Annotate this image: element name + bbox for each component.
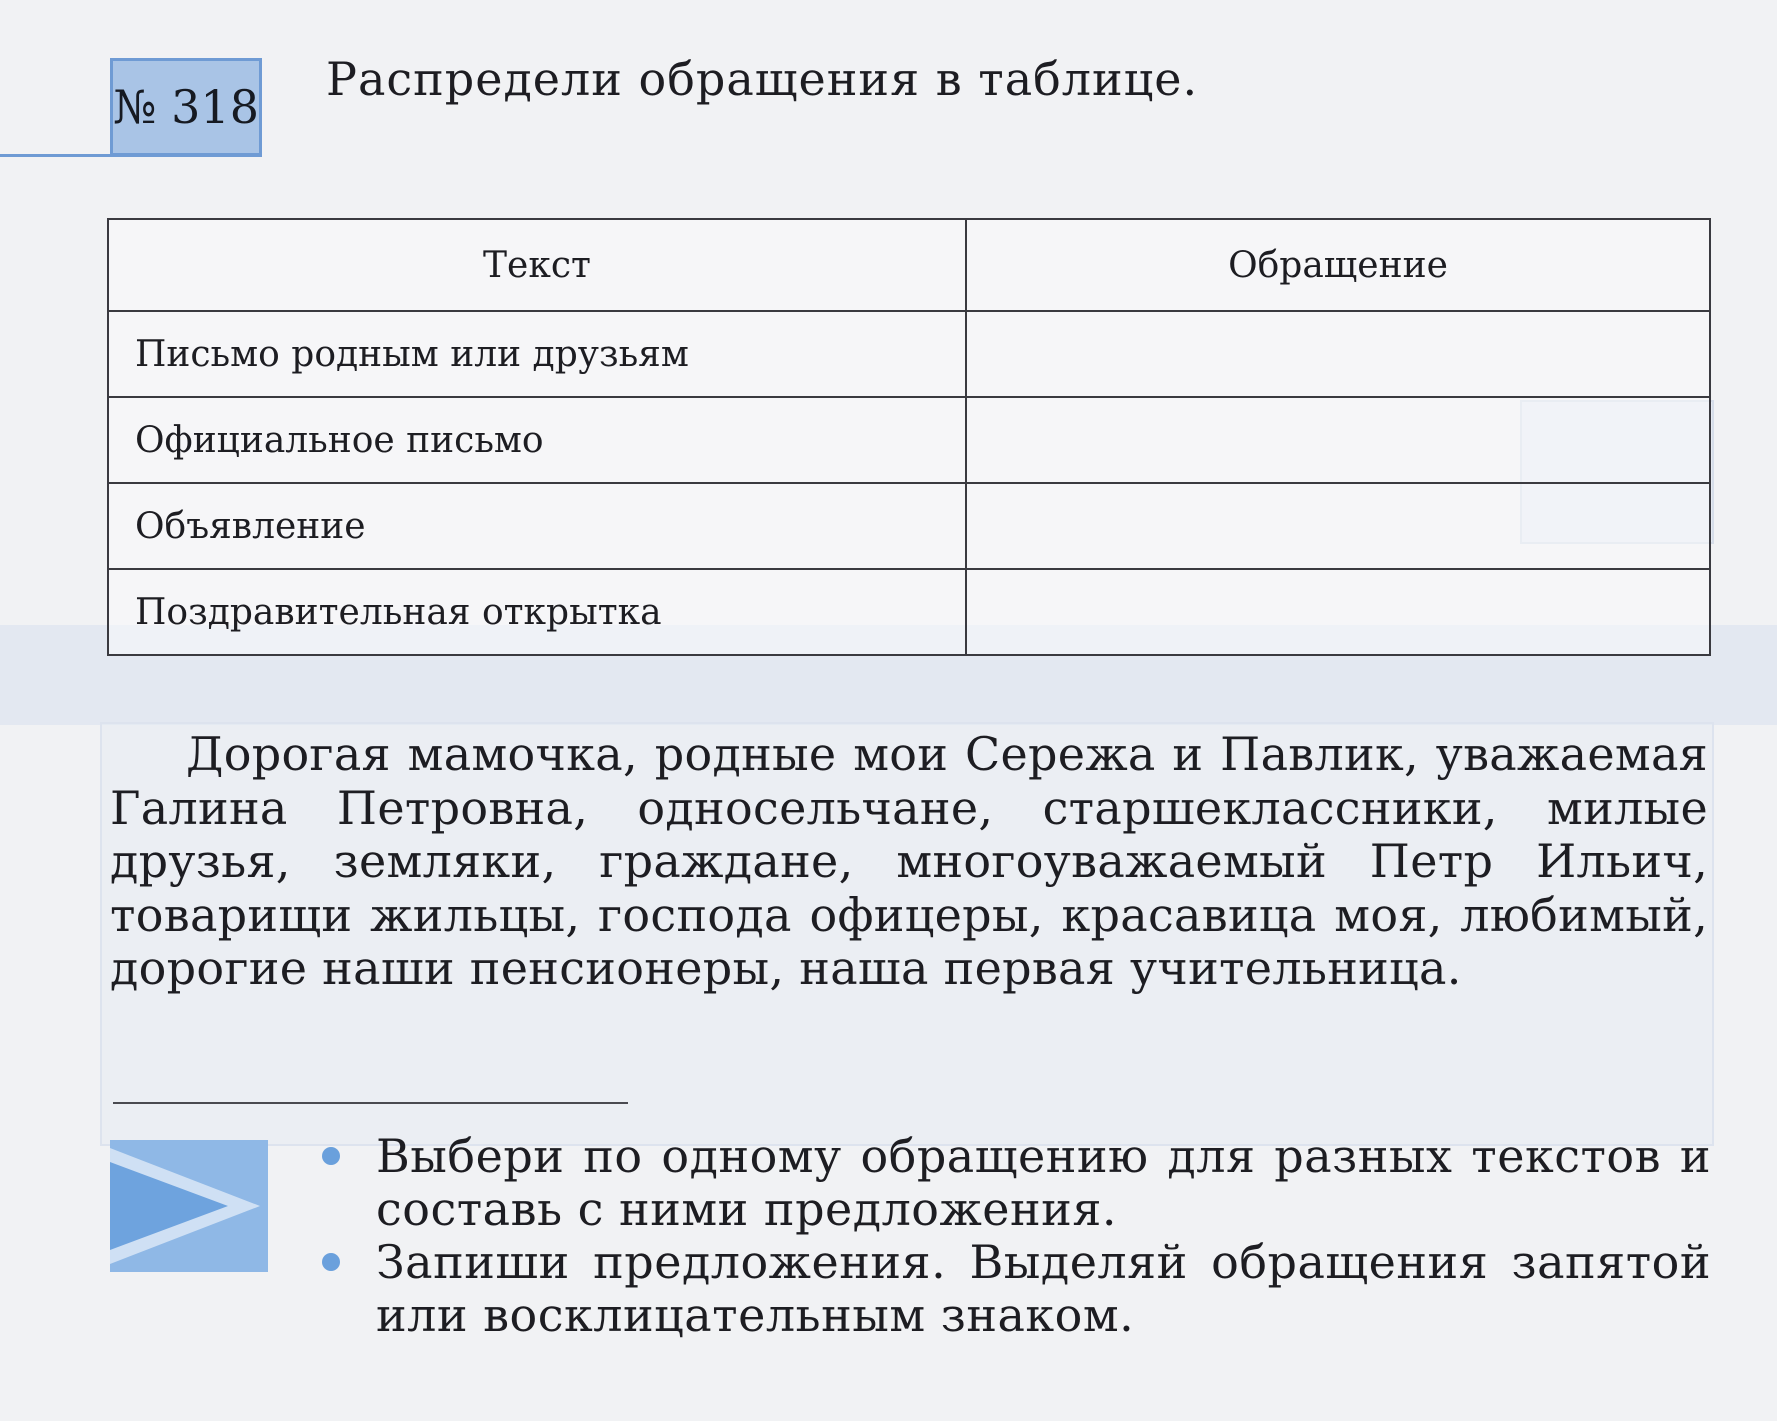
section-divider [113,1102,628,1104]
addresses-paragraph [110,728,1708,996]
table-cell-text: Поздравительная открытка [108,569,966,655]
table-cell-address [966,483,1710,569]
address-table [107,218,1709,656]
task-text: Запиши предложения. Выделяй обращения запятой или восклицательным знаком. [376,1235,1711,1342]
table-row [108,311,1710,397]
table-cell-address [966,397,1710,483]
table-row [108,397,1710,483]
bullet-icon [322,1147,340,1165]
table-row [108,569,1710,655]
table-cell-address [966,569,1710,655]
paragraph-text: Дорогая мамочка, родные мои Сережа и Павлик, уважаемая Галина Петровна, односельчане, старшеклассники, милые друзья, земляки, граждане, многоуважаемый Петр Ильич, товарищи жильцы, господа офицеры, красавица моя, любимый, дорогие наши пенсионеры, наша первая учительница. [110,727,1708,995]
table-cell-text: Объявление [108,483,966,569]
task-item [316,1236,1711,1342]
task-list [316,1130,1711,1342]
table-header-address: Обращение [966,219,1710,311]
task-item [316,1130,1711,1236]
table-cell-address [966,311,1710,397]
exercise-number-badge: № 318 [110,58,262,156]
bullet-icon [322,1253,340,1271]
task-marker-icon [110,1140,268,1272]
task-text: Выбери по одному обращению для разных текстов и составь с ними предложения. [376,1129,1711,1236]
table-cell-text: Официальное письмо [108,397,966,483]
table-cell-text: Письмо родным или друзьям [108,311,966,397]
table-row [108,483,1710,569]
table-header-text: Текст [108,219,966,311]
table-header-row [108,219,1710,311]
exercise-title: Распредели обращения в таблице. [326,52,1199,106]
badge-rule [0,154,262,157]
